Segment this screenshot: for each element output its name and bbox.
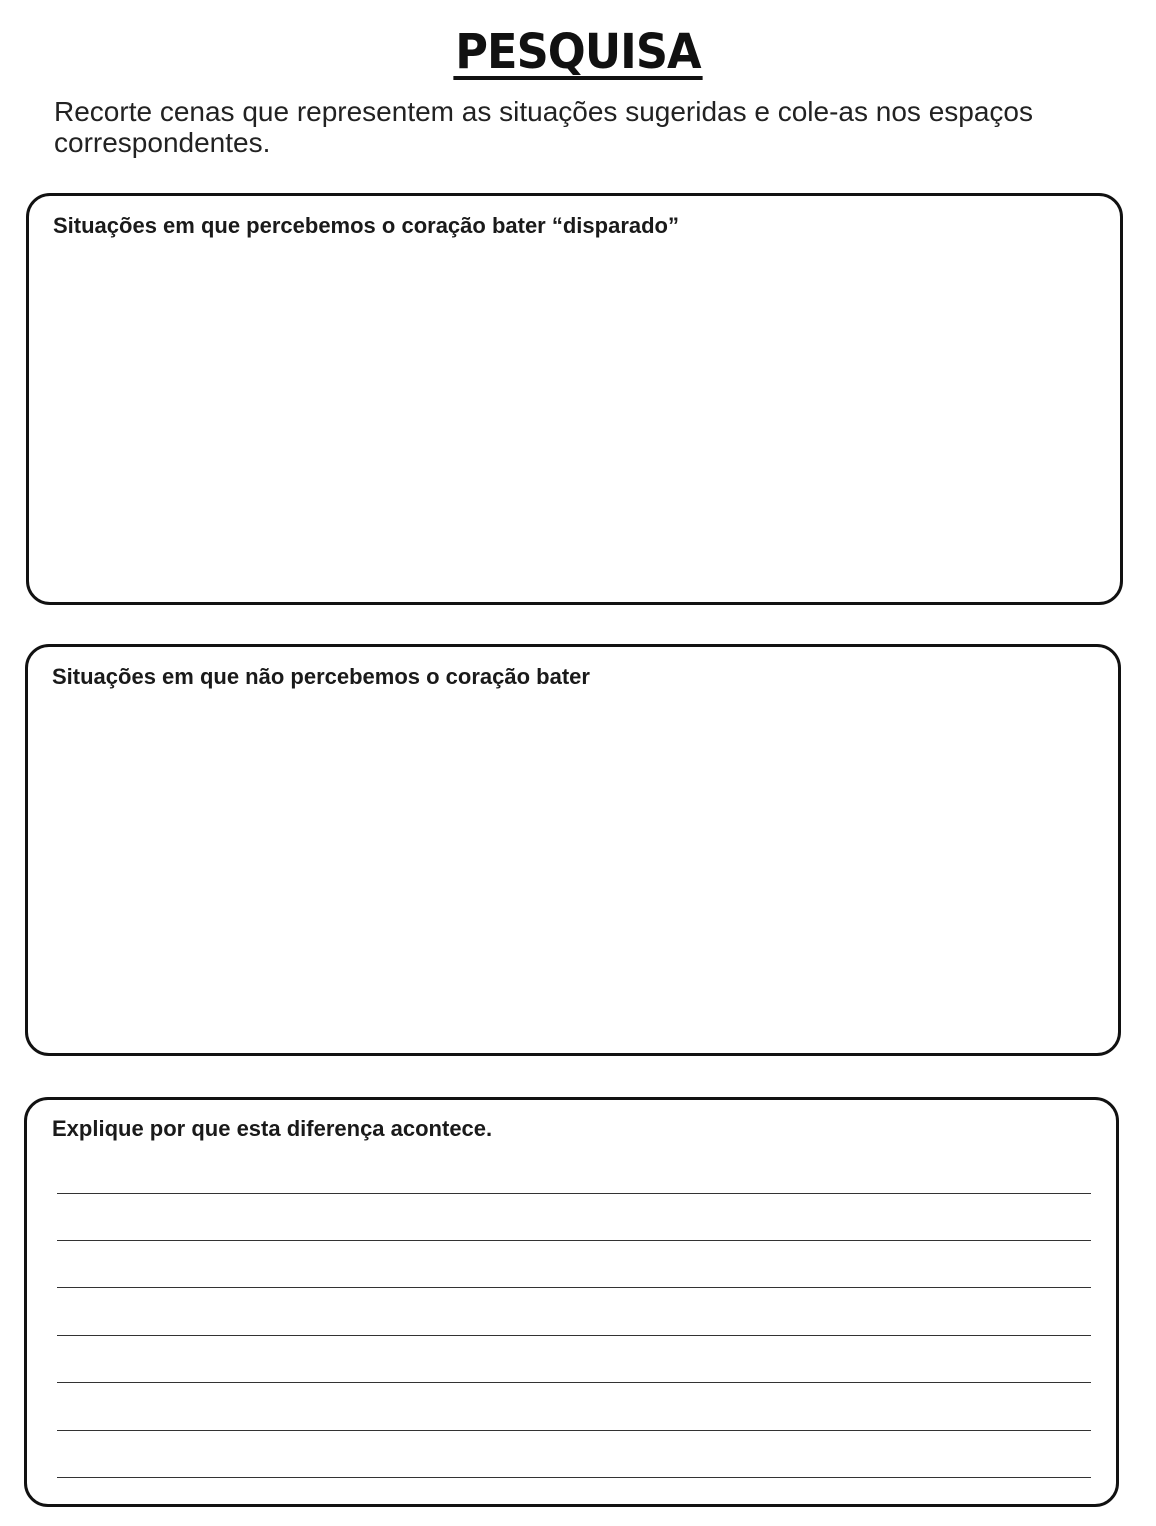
answer-line[interactable]	[57, 1335, 1091, 1336]
section-label-racing-heart: Situações em que percebemos o coração bater “disparado”	[53, 213, 679, 238]
answer-line[interactable]	[57, 1382, 1091, 1383]
answer-line[interactable]	[57, 1477, 1091, 1478]
section-label-explanation: Explique por que esta diferença acontece.	[52, 1116, 493, 1141]
worksheet-title-text: PESQUISA	[455, 24, 701, 80]
paste-area-racing-heart[interactable]	[26, 193, 1123, 605]
answer-line[interactable]	[57, 1193, 1091, 1194]
worksheet-instructions: Recorte cenas que representem as situações sugeridas e cole-as nos espaços correspondentes.	[54, 96, 1033, 158]
answer-line[interactable]	[57, 1287, 1091, 1288]
answer-line[interactable]	[57, 1430, 1091, 1431]
explanation-box	[24, 1097, 1119, 1507]
section-label-unnoticed-heart: Situações em que não percebemos o coração bater	[52, 664, 590, 689]
paste-area-unnoticed-heart[interactable]	[25, 644, 1121, 1056]
answer-lines[interactable]	[57, 1193, 1091, 1493]
worksheet-title	[0, 24, 1156, 80]
answer-line[interactable]	[57, 1240, 1091, 1241]
